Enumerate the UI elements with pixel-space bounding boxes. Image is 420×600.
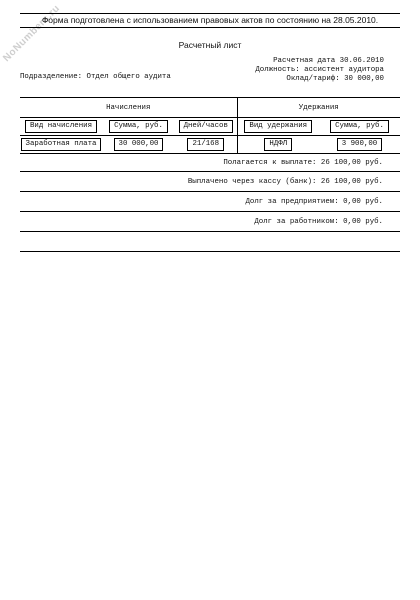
table-group-header-row xyxy=(20,98,400,118)
payslip-sheet xyxy=(20,97,400,252)
closing-divider xyxy=(20,232,400,252)
salary-rate: Оклад/тариф: 30 000,00 xyxy=(286,75,384,83)
amount-paid: Выплачено через кассу (банк): 26 100,00 руб. xyxy=(20,172,400,192)
table-cell: НДФЛ xyxy=(237,136,319,154)
table-cell: Заработная плата xyxy=(20,136,102,154)
watermark: NoNumbers.ru xyxy=(1,2,63,65)
accruals-header: Начисления xyxy=(20,98,237,118)
employee-position: Должность: ассистент аудитора xyxy=(255,66,384,74)
column-header: Вид начисления xyxy=(20,118,102,136)
table-cell: 21/168 xyxy=(175,136,237,154)
payslip-table xyxy=(20,97,400,154)
column-header: Сумма, руб. xyxy=(319,118,400,136)
deductions-header: Удержания xyxy=(237,98,400,118)
table-cell: 3 900,00 xyxy=(319,136,400,154)
amount-due: Полагается к выплате: 26 100,00 руб. xyxy=(20,154,400,172)
table-cell: 30 000,00 xyxy=(102,136,175,154)
column-header: Сумма, руб. xyxy=(102,118,175,136)
company-debt: Долг за предприятием: 0,00 руб. xyxy=(20,192,400,212)
form-preparation-note: Форма подготовлена с использованием правовых актов по состоянию на 28.05.2010. xyxy=(20,13,400,28)
calc-date: Расчетная дата 30.06.2010 xyxy=(273,57,384,65)
column-header: Вид удержания xyxy=(237,118,319,136)
employee-debt: Долг за работником: 0,00 руб. xyxy=(20,212,400,232)
table-row xyxy=(20,136,400,154)
document-title: Расчетный лист xyxy=(178,40,242,50)
division: Подразделение: Отдел общего аудита xyxy=(20,73,171,81)
table-column-header-row xyxy=(20,118,400,136)
column-header: Дней/часов xyxy=(175,118,237,136)
